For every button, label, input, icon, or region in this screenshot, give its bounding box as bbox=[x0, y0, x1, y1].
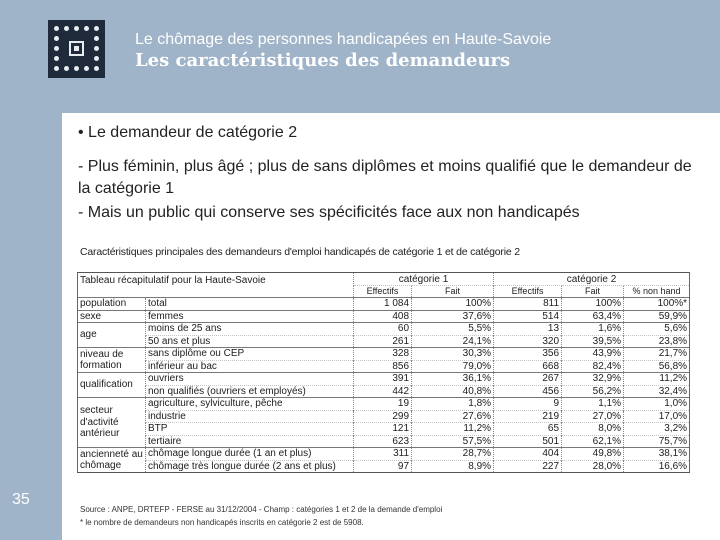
table-row: BTP 121 11,2% 65 8,0% 3,2% bbox=[78, 423, 690, 436]
table-row: industrie 299 27,6% 219 27,0% 17,0% bbox=[78, 410, 690, 423]
col-non-handicapes: % non hand bbox=[624, 286, 690, 298]
table-title: Tableau récapitulatif pour la Haute-Savoie bbox=[78, 273, 354, 286]
table-source: Source : ANPE, DRTEFP - FERSE au 31/12/2004 - Champ : catégories 1 et 2 de la demande d'emploi bbox=[80, 505, 443, 514]
table-row: chômage très longue durée (2 ans et plus) 97 8,9% 227 28,0% 16,6% bbox=[78, 460, 690, 473]
table-row: sexe femmes 408 37,6% 514 63,4% 59,9% bbox=[78, 310, 690, 323]
table-header-row bbox=[78, 273, 690, 286]
col-effectifs-1: Effectifs bbox=[354, 286, 412, 298]
col-fait-2: Fait bbox=[562, 286, 624, 298]
col-effectifs-2: Effectifs bbox=[494, 286, 562, 298]
category-1-header: catégorie 1 bbox=[354, 273, 494, 286]
table-row: age moins de 25 ans 60 5,5% 13 1,6% 5,6% bbox=[78, 323, 690, 336]
category-2-header: catégorie 2 bbox=[494, 273, 690, 286]
body-line-1: - Plus féminin, plus âgé ; plus de sans diplômes et moins qualifié que le demandeur de la catégorie 1 bbox=[78, 158, 692, 197]
body-line-2: - Mais un public qui conserve ses spécificités face aux non handicapés bbox=[78, 204, 580, 221]
bullet-heading: • Le demandeur de catégorie 2 bbox=[78, 124, 298, 141]
table-row: inférieur au bac 856 79,0% 668 82,4% 56,8% bbox=[78, 360, 690, 373]
summary-table bbox=[77, 272, 690, 473]
table-row: non qualifiés (ouvriers et employés) 442 40,8% 456 56,2% 32,4% bbox=[78, 385, 690, 398]
table-row: population total 1 084 100% 811 100% 100%* bbox=[78, 298, 690, 311]
col-fait-1: Fait bbox=[412, 286, 494, 298]
page-title: Les caractéristiques des demandeurs bbox=[135, 50, 511, 71]
content-panel bbox=[62, 113, 720, 540]
table-row: 50 ans et plus 261 24,1% 320 39,5% 23,8% bbox=[78, 335, 690, 348]
table-footnote: * le nombre de demandeurs non handicapés inscrits en catégorie 2 est de 5908. bbox=[80, 518, 364, 527]
table-caption: Caractéristiques principales des demandeurs d'emploi handicapés de catégorie 1 et de catégorie 2 bbox=[80, 246, 520, 258]
table-row: qualification ouvriers 391 36,1% 267 32,9% 11,2% bbox=[78, 373, 690, 386]
logo bbox=[48, 20, 105, 78]
page-number: 35 bbox=[12, 491, 30, 508]
header-subtitle: Le chômage des personnes handicapées en Haute-Savoie bbox=[135, 31, 552, 48]
table-row: tertiaire 623 57,5% 501 62,1% 75,7% bbox=[78, 435, 690, 448]
table-row: secteur d'activité antérieur agriculture, sylviculture, pêche 19 1,8% 9 1,1% 1,0% bbox=[78, 398, 690, 411]
table-row: ancienneté au chômage chômage longue durée (1 an et plus) 311 28,7% 404 49,8% 38,1% bbox=[78, 448, 690, 461]
table-row: niveau de formation sans diplôme ou CEP 328 30,3% 356 43,9% 21,7% bbox=[78, 348, 690, 361]
table-subheader-row bbox=[78, 286, 690, 298]
